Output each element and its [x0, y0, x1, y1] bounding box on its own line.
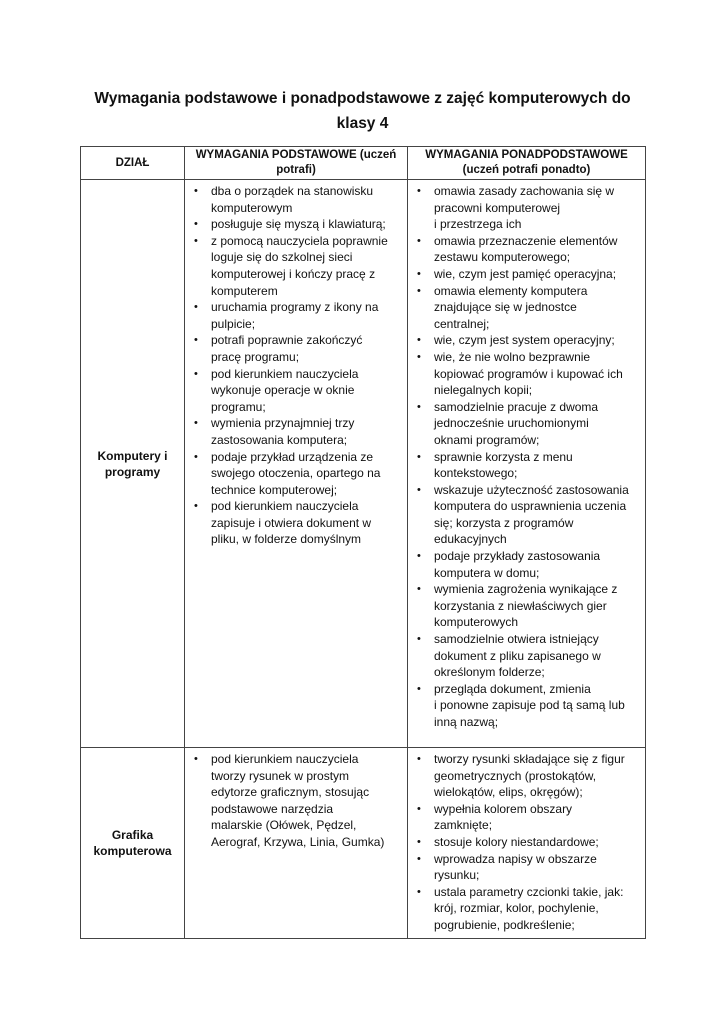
header-dzial: DZIAŁ [81, 147, 185, 180]
requirement-line: potrafi poprawnie zakończyć [211, 333, 363, 348]
requirement-line: wskazuje użyteczność zastosowania [434, 482, 629, 497]
section-name-line: komputerowa [93, 843, 172, 858]
requirement-line: korzystania z niewłaściwych gier [434, 598, 607, 613]
requirement-line: pod kierunkiem nauczyciela [211, 752, 359, 766]
basic-requirements-cell [185, 748, 408, 939]
requirement-line: i ponowne zapisuje pod tą samą lub [434, 698, 625, 713]
requirement-item [412, 581, 641, 631]
requirements-table [80, 146, 646, 939]
requirement-line: uruchamia programy z ikony na [211, 300, 379, 315]
requirement-line: edytorze graficznym, stosując [211, 785, 370, 800]
bullet-icon: • [417, 753, 421, 765]
requirement-line: kontekstowego; [434, 466, 518, 481]
requirement-line: loguje się do szkolnej sieci [211, 250, 353, 265]
requirement-line: wielokątów, elips, okręgów); [434, 785, 583, 800]
requirement-line: inną nazwą; [434, 715, 499, 729]
requirement-item [412, 801, 641, 834]
requirement-item [189, 332, 403, 365]
bullet-icon: • [417, 450, 421, 463]
requirement-item [412, 449, 641, 482]
requirement-line: wie, czym jest pamięć operacyjna; [434, 266, 617, 281]
requirement-line: wprowadza napisy w obszarze [434, 851, 597, 866]
bullet-icon: • [417, 350, 421, 363]
requirement-line: komputera w domu; [434, 565, 540, 580]
requirement-line: pracę programu; [211, 349, 300, 364]
bullet-icon: • [417, 267, 421, 280]
requirement-item [189, 751, 403, 851]
requirement-line: określonym folderze; [434, 665, 545, 680]
requirement-line: zastosowania komputera; [211, 432, 348, 447]
bullet-icon: • [194, 500, 198, 513]
bullet-icon: • [417, 334, 421, 347]
bullet-icon: • [417, 633, 421, 646]
extended-requirements-cell [408, 748, 646, 939]
requirement-item [412, 482, 641, 548]
bullet-icon: • [194, 367, 198, 380]
requirement-item [189, 449, 403, 499]
requirement-line: podstawowe narzędzia [211, 801, 334, 816]
requirement-line: omawia zasady zachowania się w [434, 184, 615, 198]
bullet-icon: • [194, 218, 198, 231]
bullet-icon: • [417, 835, 421, 848]
requirement-item [412, 266, 641, 283]
bullet-icon: • [194, 301, 198, 314]
requirement-line: pulpicie; [211, 316, 256, 331]
requirement-item [412, 349, 641, 399]
requirement-line: tworzy rysunki składające się z figur [434, 752, 625, 766]
bullet-icon: • [417, 682, 421, 695]
requirement-item [189, 366, 403, 416]
requirement-line: tworzy rysunek w prostym [211, 768, 350, 783]
requirements-list [189, 183, 403, 548]
section-name-line: Komputery i [97, 448, 168, 463]
requirement-item [412, 751, 641, 801]
header-podstawowe: WYMAGANIA PODSTAWOWE (uczeń potrafi) [185, 147, 408, 180]
requirement-line: się; korzysta z programów [434, 515, 574, 530]
section-row [81, 748, 646, 939]
requirement-line: podaje przykład urządzenia ze [211, 449, 374, 464]
document-title-line2: klasy 4 [336, 115, 389, 132]
requirement-line: technice komputerowej; [211, 482, 338, 497]
extended-requirements-cell [408, 180, 646, 748]
requirement-line: komputerowym [211, 200, 293, 215]
requirement-item [412, 681, 641, 731]
requirement-line: geometrycznych (prostokątów, [434, 768, 597, 783]
bullet-icon: • [194, 334, 198, 347]
requirement-line: komputerowych [434, 615, 519, 630]
section-name-line: programy [104, 464, 161, 479]
requirement-item [412, 851, 641, 884]
requirement-line: programu; [211, 399, 266, 414]
requirement-line: samodzielnie otwiera istniejący [434, 632, 599, 647]
section-name [81, 180, 185, 748]
requirement-line: komputerem [211, 283, 278, 298]
requirement-item [412, 834, 641, 851]
bullet-icon: • [417, 583, 421, 596]
bullet-icon: • [417, 400, 421, 413]
bullet-icon: • [194, 185, 198, 197]
requirement-line: z pomocą nauczyciela poprawnie [211, 233, 388, 248]
requirement-line: samodzielnie pracuje z dwoma [434, 399, 599, 414]
section-row [81, 180, 646, 748]
bullet-icon: • [194, 417, 198, 430]
requirement-line: rysunku; [434, 868, 480, 883]
requirement-line: wymienia zagrożenia wynikające z [434, 582, 618, 597]
requirement-line: pogrubienie, podkreślenie; [434, 917, 575, 932]
requirement-item [412, 183, 641, 233]
requirement-item [189, 415, 403, 448]
document-title-line1: Wymagania podstawowe i ponadpodstawowe z zajęć komputerowych do [94, 90, 631, 107]
requirement-line: kopiować programów i kupować ich [434, 366, 623, 381]
bullet-icon: • [417, 802, 421, 815]
requirement-line: dokument z pliku zapisanego w [434, 648, 601, 663]
header-ponadpodstawowe: WYMAGANIA PONADPODSTAWOWE (uczeń potrafi ponadto) [408, 147, 646, 180]
requirement-line: swojego otoczenia, opartego na [211, 466, 381, 481]
requirement-line: edukacyjnych [434, 532, 507, 547]
requirement-line: pracowni komputerowej [434, 200, 561, 215]
requirement-item [189, 498, 403, 548]
requirement-line: komputera do usprawnienia uczenia [434, 499, 627, 514]
requirement-item [412, 233, 641, 266]
section-name [81, 748, 185, 939]
requirement-line: stosuje kolory niestandardowe; [434, 834, 599, 849]
requirement-line: pod kierunkiem nauczyciela [211, 366, 359, 381]
requirement-item [189, 233, 403, 299]
requirement-line: wie, że nie wolno bezprawnie [434, 349, 591, 364]
requirement-item [412, 283, 641, 333]
section-name-line: Grafika [111, 827, 154, 842]
requirement-item [412, 332, 641, 349]
bullet-icon: • [417, 885, 421, 898]
bullet-icon: • [417, 852, 421, 865]
requirement-item [412, 631, 641, 681]
requirement-line: krój, rozmiar, kolor, pochylenie, [434, 901, 599, 916]
requirement-line: ustala parametry czcionki takie, jak: [434, 884, 624, 899]
requirement-line: posługuje się myszą i klawiaturą; [211, 217, 386, 232]
requirement-line: znajdujące się w jednostce [434, 300, 577, 315]
requirement-line: nielegalnych kopii; [434, 383, 533, 398]
bullet-icon: • [194, 450, 198, 463]
requirement-item [412, 399, 641, 449]
requirements-list [189, 751, 403, 851]
requirements-list [412, 183, 641, 731]
bullet-icon: • [417, 483, 421, 496]
requirement-line: oknami programów; [434, 432, 540, 447]
requirement-line: pod kierunkiem nauczyciela [211, 499, 359, 514]
requirement-line: centralnej; [434, 316, 490, 331]
requirement-line: jednocześnie uruchomionymi [434, 416, 589, 431]
requirement-line: podaje przykłady zastosowania [434, 549, 601, 564]
requirement-line: zestawu komputerowego; [434, 250, 571, 265]
requirement-item [189, 216, 403, 233]
bullet-icon: • [194, 753, 198, 765]
header-row [81, 147, 646, 180]
requirement-line: wie, czym jest system operacyjny; [434, 333, 615, 348]
requirement-line: przegląda dokument, zmienia [434, 681, 591, 696]
bullet-icon: • [417, 550, 421, 563]
requirement-line: wymienia przynajmniej trzy [211, 416, 355, 431]
bullet-icon: • [417, 234, 421, 247]
requirement-line: wykonuje operacje w oknie [211, 383, 355, 398]
bullet-icon: • [194, 234, 198, 247]
requirement-line: i przestrzega ich [434, 217, 522, 232]
requirement-line: dba o porządek na stanowisku [211, 184, 374, 198]
requirement-item [412, 884, 641, 934]
requirement-line: omawia przeznaczenie elementów [434, 233, 618, 248]
document-title [80, 86, 645, 136]
requirement-line: sprawnie korzysta z menu [434, 449, 573, 464]
requirement-item [189, 183, 403, 216]
requirement-item [412, 548, 641, 581]
requirement-line: zapisuje i otwiera dokument w [211, 515, 372, 530]
bullet-icon: • [417, 284, 421, 297]
requirement-item [189, 299, 403, 332]
requirement-line: zamknięte; [434, 818, 493, 833]
requirement-line: Aerograf, Krzywa, Linia, Gumka) [211, 834, 385, 849]
requirements-list [412, 751, 641, 934]
requirement-line: komputerowej i kończy pracę z [211, 266, 376, 281]
bullet-icon: • [417, 185, 421, 197]
requirement-line: pliku, w folderze domyślnym [211, 532, 362, 547]
requirement-line: wypełnia kolorem obszary [434, 801, 573, 816]
basic-requirements-cell [185, 180, 408, 748]
requirement-line: omawia elementy komputera [434, 283, 588, 298]
requirement-line: malarskie (Ołówek, Pędzel, [211, 818, 357, 833]
